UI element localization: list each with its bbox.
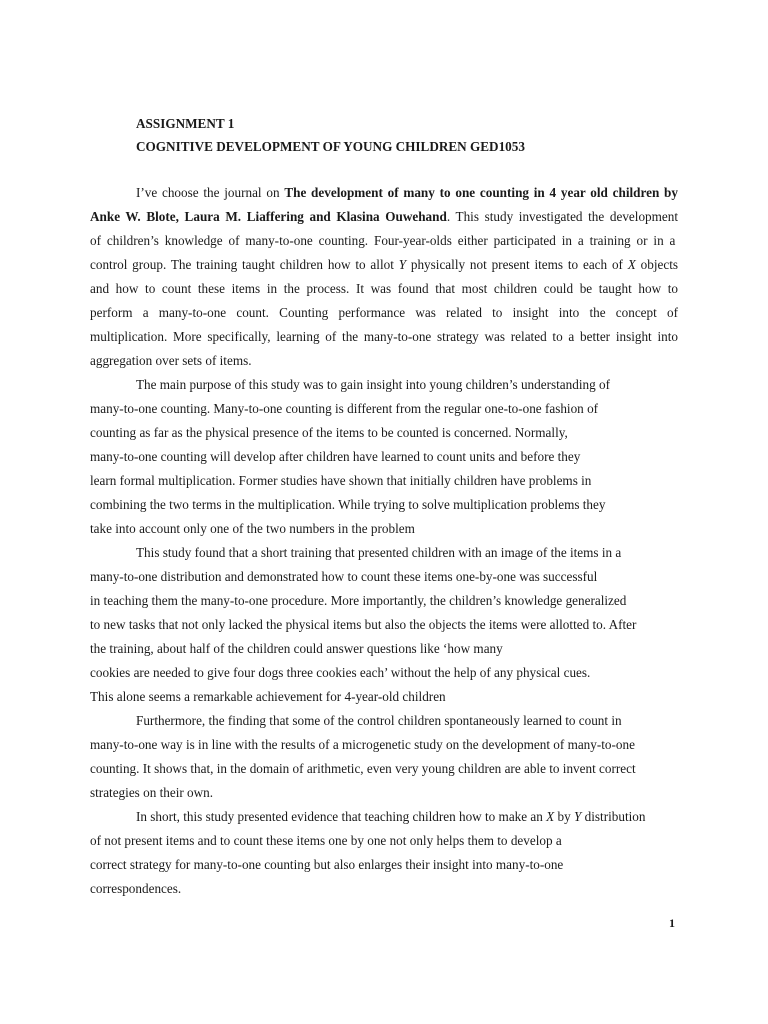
paragraph-3-line: in teaching them the many-to-one procedure. More importantly, the children’s knowledge generalized — [90, 593, 627, 608]
paragraph-3-line: cookies are needed to give four dogs three cookies each’ without the help of any physical cues. — [90, 665, 591, 680]
paragraph-1-line: I’ve choose the journal on The development of many to one counting in 4 year old children by — [136, 185, 678, 200]
paragraph-4-line: Furthermore, the finding that some of the control children spontaneously learned to count in — [136, 713, 622, 728]
paragraph-3-line: the training, about half of the children could answer questions like ‘how many — [90, 641, 503, 656]
assignment-heading: ASSIGNMENT 1 — [136, 116, 235, 131]
paragraph-5-line: In short, this study presented evidence that teaching children how to make an X by Y distribution — [136, 809, 646, 824]
paragraph-1-line: perform a many-to-one count. Counting performance was related to insight into the concept of — [90, 305, 678, 320]
paragraph-4-line: strategies on their own. — [90, 785, 214, 800]
paragraph-5-line: correct strategy for many-to-one counting but also enlarges their insight into many-to-one — [90, 857, 564, 872]
paragraph-3-line: This study found that a short training that presented children with an image of the items in a — [136, 545, 622, 560]
paragraph-5-line: of not present items and to count these items one by one not only helps them to develop a — [90, 833, 562, 848]
paragraph-3-line: many-to-one distribution and demonstrated how to count these items one-by-one was successful — [90, 569, 598, 584]
course-heading: COGNITIVE DEVELOPMENT OF YOUNG CHILDREN GED1053 — [136, 139, 525, 154]
paragraph-2-line: combining the two terms in the multiplication. While trying to solve multiplication problems they — [90, 497, 606, 512]
paragraph-5-line: correspondences. — [90, 881, 182, 896]
paragraph-1-line: control group. The training taught children how to allot Y physically not present items to each of X objects — [90, 257, 678, 272]
paragraph-2-line: many-to-one counting will develop after children have learned to count units and before they — [90, 449, 581, 464]
paragraph-4-line: counting. It shows that, in the domain of arithmetic, even very young children are able to invent correct — [90, 761, 636, 776]
page-number: 1 — [669, 916, 675, 930]
paragraph-1-line: aggregation over sets of items. — [90, 353, 252, 368]
paragraph-2-line: learn formal multiplication. Former studies have shown that initially children have problems in — [90, 473, 592, 488]
paragraph-2-line: The main purpose of this study was to gain insight into young children’s understanding of — [136, 377, 610, 392]
paragraph-1-line: of children’s knowledge of many-to-one counting. Four-year-olds either participated in a training or in a — [90, 233, 676, 248]
paragraph-2-line: many-to-one counting. Many-to-one counting is different from the regular one-to-one fashion of — [90, 401, 599, 416]
paragraph-1-line: multiplication. More specifically, learning of the many-to-one strategy was related to a better insight into — [90, 329, 678, 344]
paragraph-3-line: to new tasks that not only lacked the physical items but also the objects the items were allotted to. After — [90, 617, 637, 632]
paragraph-4-line: many-to-one way is in line with the results of a microgenetic study on the development of many-to-one — [90, 737, 635, 752]
paragraph-2-line: counting as far as the physical presence of the items to be counted is concerned. Normally, — [90, 425, 568, 440]
paragraph-1-line: Anke W. Blote, Laura M. Liaffering and Klasina Ouwehand. This study investigated the development — [90, 209, 678, 224]
paragraph-3-line: This alone seems a remarkable achievement for 4-year-old children — [90, 689, 446, 704]
paragraph-2-line: take into account only one of the two numbers in the problem — [90, 521, 415, 536]
paragraph-1-line: and how to count these items in the process. It was found that most children could be taught how to — [90, 281, 678, 296]
